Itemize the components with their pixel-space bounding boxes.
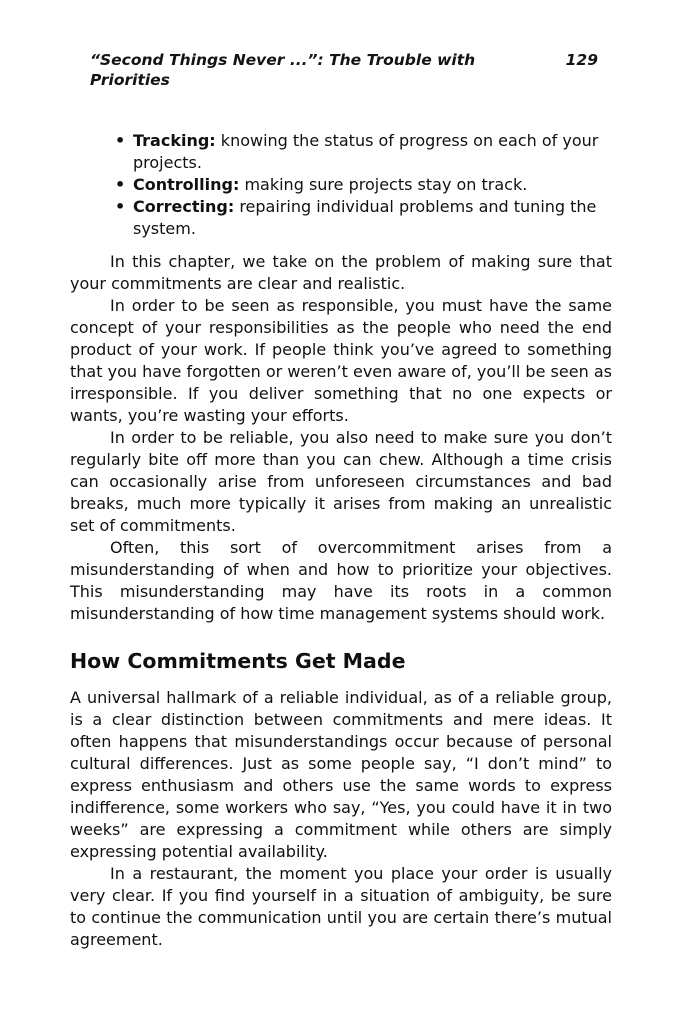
paragraph: In order to be reliable, you also need to make sure you don’t regularly bite off more than you can chew. Although a time crisis can occasionally arise from unforeseen circumstances and bad breaks, much more typically it arises from making an unrealistic set of commitments. bbox=[70, 428, 612, 535]
bullet-text: repairing individual problems and tuning the system. bbox=[133, 197, 597, 238]
paragraph: Often, this sort of overcommitment arises from a misunderstanding of when and how to prioritize your objectives. This misunderstanding may have its roots in a common misunderstanding of how time management systems should work. bbox=[70, 538, 612, 623]
section-heading: How Commitments Get Made bbox=[70, 649, 406, 673]
bullet-text: knowing the status of progress on each of your projects. bbox=[133, 131, 599, 172]
paragraph: A universal hallmark of a reliable individual, as of a reliable group, is a clear distinction between commitments and mere ideas. It often happens that misunderstandings occur because of personal cultural differences. Just as some people say, “I don’t mind” to express enthusiasm and others use the same words to express indifference, some workers who say, “Yes, you could have it in two weeks” are expressing a commitment while others are simply expressing potential availability. bbox=[70, 688, 612, 861]
bullet-text: making sure projects stay on track. bbox=[244, 175, 528, 194]
page-number: 129 bbox=[565, 51, 598, 69]
bullet-term: Correcting: bbox=[133, 197, 235, 216]
paragraph: In a restaurant, the moment you place your order is usually very clear. If you find yourself in a situation of ambiguity, be sure to continue the communication until you are certain there’s mutual agreement. bbox=[70, 864, 612, 949]
paragraph: In order to be seen as responsible, you must have the same concept of your responsibilities as the people who need the end product of your work. If people think you’ve agreed to something that you have forgotten or weren’t even aware of, you’ll be seen as irresponsible. If you deliver something that no one expects or wants, you’re wasting your efforts. bbox=[70, 296, 612, 425]
running-header bbox=[70, 50, 612, 90]
paragraph: In this chapter, we take on the problem of making sure that your commitments are clear and realistic. bbox=[70, 252, 612, 293]
bullet-item bbox=[115, 196, 612, 240]
running-header-title: “Second Things Never ...”: The Trouble with Priorities bbox=[90, 51, 476, 89]
bullet-list bbox=[70, 130, 612, 240]
bullet-term: Controlling: bbox=[133, 175, 240, 194]
bullet-item bbox=[115, 130, 612, 174]
bullet-term: Tracking: bbox=[133, 131, 216, 150]
chapter-body bbox=[70, 251, 612, 951]
bullet-item bbox=[115, 174, 612, 196]
